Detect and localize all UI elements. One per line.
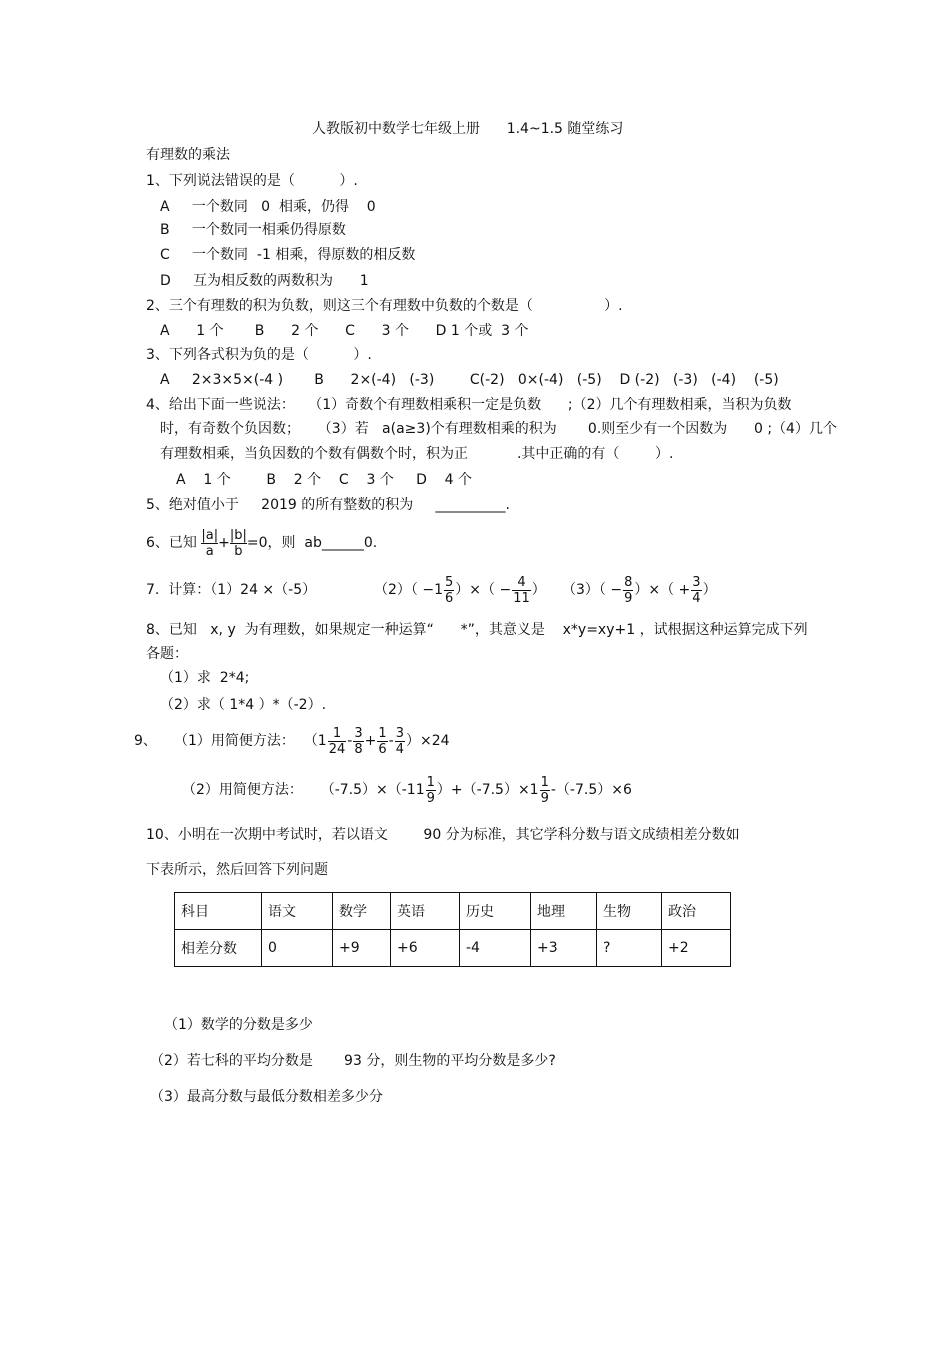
q9-sub-2-mid: ）+（-7.5）×1 (436, 782, 539, 798)
q7-part-3-mid: ）×（ + (634, 582, 691, 598)
table-cell: ? (597, 930, 662, 967)
q6-plus: + (218, 535, 230, 551)
q9-sub-2-fraction-2 (540, 775, 550, 806)
q9-sub-2 (182, 773, 632, 807)
table-cell: 历史 (460, 893, 531, 930)
q1-option-c: C 一个数同 -1 相乘，得原数的相反数 (160, 247, 416, 263)
q8-sub-1: （1）求 2*4; (160, 670, 250, 686)
table-cell: +6 (391, 930, 460, 967)
q6-fraction-a (201, 528, 218, 559)
table-cell: +3 (531, 930, 597, 967)
q9-sub-1-end: ）×24 (405, 733, 450, 749)
q9-sub-2-fraction-2-den: 9 (540, 790, 549, 806)
q9-sub-1-fraction-4 (395, 726, 405, 757)
q8-line-2: 各题： (146, 646, 188, 662)
q2-options: A 1 个 B 2 个 C 3 个 D 1 个或 3 个 (160, 323, 529, 339)
page-title: 人教版初中数学七年级上册 1.4~1.5 随堂练习 (312, 121, 624, 137)
q1-stem: 1、下列说法错误的是（ ）. (146, 173, 358, 189)
score-difference-table (174, 892, 731, 967)
q7-fraction-1-num: 5 (445, 574, 454, 590)
q6-fraction-a-den: a (205, 543, 214, 559)
table-cell: 相差分数 (175, 930, 262, 967)
q7-fraction-1-den: 6 (445, 590, 454, 606)
q3-stem: 3、下列各式积为负的是（ ）. (146, 347, 372, 363)
table-cell: 英语 (391, 893, 460, 930)
table-cell: 数学 (333, 893, 391, 930)
q10-sub-3: （3）最高分数与最低分数相差多少分 (150, 1089, 383, 1105)
q6-prefix: 6、已知 (146, 535, 202, 551)
q9-label: 9、 (134, 733, 157, 749)
table-cell: +2 (662, 930, 731, 967)
q3-options: A 2×3×5×(-4 ) B 2×(-4) (-3) C(-2) 0×(-4) (-5) D (-2) (-3) (-4) (-5) (160, 372, 779, 388)
q7-fraction-3 (623, 575, 633, 606)
q9-sub-1-fraction-4-den: 4 (395, 741, 404, 757)
q7-part-2-end: ） (531, 582, 546, 598)
table-cell: +9 (333, 930, 391, 967)
q9-sub-1-fraction-3-num: 1 (378, 725, 387, 741)
q4-line-3: 有理数相乘，当负因数的个数有偶数个时，积为正 .其中正确的有（ ）. (160, 446, 674, 462)
q9-sub-2-prefix: （2）用简便方法： （-7.5）×（-11 (182, 782, 425, 798)
q6-fraction-b-num: |b| (229, 527, 247, 543)
q9-sub-1-op-2: + (364, 733, 377, 749)
table-row (175, 930, 731, 967)
q10-line-1: 10、小明在一次期中考试时，若以语文 90 分为标准，其它学科分数与语文成绩相差分数如 (146, 827, 740, 843)
q7-fraction-4-den: 4 (692, 590, 701, 606)
q7-part-2-mid: ）×（ − (455, 582, 512, 598)
table-cell: 地理 (531, 893, 597, 930)
q9-sub-1-op-3: - (388, 733, 394, 749)
q2-stem: 2、三个有理数的积为负数，则这三个有理数中负数的个数是（ ）. (146, 298, 623, 314)
q9-sub-2-end: -（-7.5）×6 (550, 782, 632, 798)
q9-sub-2-fraction-2-num: 1 (540, 774, 549, 790)
q9-sub-2-fraction-1-num: 1 (426, 774, 435, 790)
q4-line-2: 时，有奇数个负因数； （3）若 a(a≥3)个有理数相乘的积为 0.则至少有一个因数为 0 ;（4）几个 (160, 421, 837, 437)
q6-fraction-a-num: |a| (201, 527, 219, 543)
q4-line-1: 4、给出下面一些说法： （1）奇数个有理数相乘积一定是负数 ;（2）几个有理数相乘，当积为负数 (146, 397, 792, 413)
q9-sub-1-fraction-4-num: 3 (395, 725, 404, 741)
q7-part-2 (374, 573, 546, 607)
q9-sub-1-prefix: （1）用简便方法： （1 (174, 733, 327, 749)
q1-option-b: B 一个数同一相乘仍得原数 (160, 222, 346, 238)
q7-fraction-2-den: 11 (513, 590, 530, 606)
table-header-row (175, 893, 731, 930)
q9-sub-1 (174, 724, 450, 758)
q7-fraction-3-den: 9 (624, 590, 633, 606)
q5-stem: 5、绝对值小于 2019 的所有整数的积为 __________. (146, 497, 510, 513)
q7-fraction-1 (444, 575, 454, 606)
q4-options: A 1 个 B 2 个 C 3 个 D 4 个 (176, 472, 473, 488)
table-cell: 政治 (662, 893, 731, 930)
q9-sub-1-fraction-1-den: 24 (328, 741, 346, 757)
q9-sub-1-fraction-1-num: 1 (328, 726, 347, 742)
q7-part-3 (562, 573, 717, 607)
q7-fraction-4 (691, 575, 701, 606)
q7-part-2-prefix: （2）（ −1 (374, 582, 443, 598)
q6-fraction-b (230, 528, 247, 559)
q10-sub-1: （1）数学的分数是多少 (164, 1017, 313, 1033)
q7-part-1: 7. 计算：（1）24 ×（-5） (146, 582, 317, 598)
q7-fraction-3-num: 8 (624, 574, 633, 590)
q8-sub-2: （2）求（ 1*4 ）*（-2）. (160, 697, 327, 713)
table-cell: 科目 (175, 893, 262, 930)
section-heading: 有理数的乘法 (146, 147, 230, 163)
q9-sub-2-fraction-1 (426, 775, 436, 806)
q7-fraction-2 (512, 575, 531, 606)
q10-sub-2: （2）若七科的平均分数是 93 分，则生物的平均分数是多少? (150, 1053, 556, 1069)
q7-fraction-4-num: 3 (692, 574, 701, 590)
q6-suffix: =0，则 ab______0. (246, 535, 378, 551)
q6-stem (146, 526, 377, 560)
q6-fraction-b-den: b (234, 543, 243, 559)
table-cell: -4 (460, 930, 531, 967)
q9-sub-2-fraction-1-den: 9 (426, 790, 435, 806)
q7-fraction-2-num: 4 (512, 575, 531, 591)
q9-sub-1-fraction-2-den: 8 (354, 741, 363, 757)
q1-option-a: A 一个数同 0 相乘，仍得 0 (160, 199, 376, 215)
q9-sub-1-fraction-3 (377, 726, 387, 757)
q9-sub-1-op-1: - (347, 733, 353, 749)
q1-option-d: D 互为相反数的两数积为 1 (160, 273, 369, 289)
q7-part-3-prefix: （3）（ − (562, 582, 623, 598)
q9-sub-1-fraction-1 (328, 726, 347, 757)
q9-sub-1-fraction-3-den: 6 (378, 741, 387, 757)
q7-part-3-end: ） (702, 582, 717, 598)
table-cell: 生物 (597, 893, 662, 930)
q9-sub-1-fraction-2 (353, 726, 363, 757)
q8-line-1: 8、已知 x, y 为有理数，如果规定一种运算“ *”，其意义是 x*y=xy+1 ，试根据这种运算完成下列 (146, 622, 808, 638)
table-cell: 0 (262, 930, 333, 967)
q9-sub-1-fraction-2-num: 3 (354, 725, 363, 741)
q10-line-2: 下表所示，然后回答下列问题 (146, 862, 328, 878)
table-cell: 语文 (262, 893, 333, 930)
